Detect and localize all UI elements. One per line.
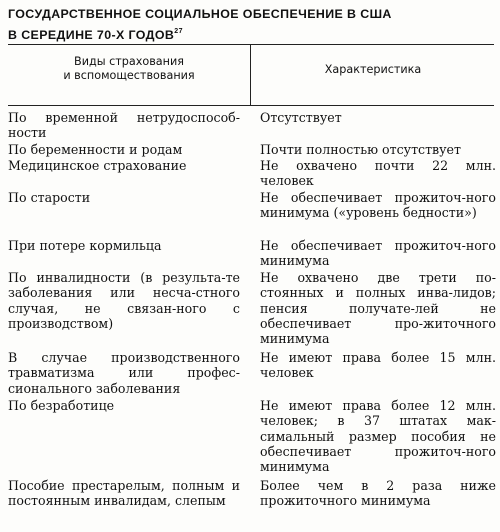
row-desc: Отсутствует: [260, 110, 342, 125]
row-desc: Более чем в 2 раза ниже прожиточного минимума: [260, 478, 496, 509]
footnote-ref: 27: [174, 28, 183, 35]
header-bottom-rule: [8, 105, 494, 106]
row-desc: Не обеспечивает прожиточ-ного минимума («уровень бедности»): [260, 190, 496, 221]
row-desc: Не имеют права более 15 млн. человек: [260, 350, 496, 381]
table-title: [8, 6, 496, 44]
row-type: Медицинское страхование: [8, 158, 187, 173]
row-type: По безработице: [8, 398, 115, 413]
header-col-characteristics: Характеристика: [324, 63, 422, 76]
row-type: При потере кормильца: [8, 238, 162, 253]
row-desc: Не имеют права более 12 млн. человек; в 37 штатах мак-симальный размер пособия не обеспечивает прожиточ-ного минимума: [260, 398, 496, 475]
row-type: Пособие престарелым, полным и постоянным инвалидам, слепым: [8, 478, 240, 509]
header-top-rule: [8, 44, 494, 45]
row-type: В случае производственного травматизма или профес-сионального заболевания: [8, 350, 240, 396]
row-type: По беременности и родам: [8, 142, 183, 157]
row-desc: Не охвачено почти 22 млн. человек: [260, 158, 496, 189]
row-type: По старости: [8, 190, 91, 205]
row-type: По инвалидности (в результа-те заболевания или несча-стного случая, не связан-ного с производством): [8, 270, 240, 331]
header-column-divider: [250, 45, 251, 105]
row-desc: Почти полностью отсутствует: [260, 142, 461, 157]
row-desc: Не охвачено две трети по-стоянных и полных инва-лидов; пенсия получате-лей не обеспечивает про-житочного минимума: [260, 270, 496, 347]
header-col-types: Виды страхования и вспомоществования: [63, 55, 195, 82]
row-desc: Не обеспечивает прожиточ-ного минимума: [260, 238, 496, 269]
row-type: По временной нетрудоспособ-ности: [8, 110, 240, 141]
title-line-1: ГОСУДАРСТВЕННОЕ СОЦИАЛЬНОЕ ОБЕСПЕЧЕНИЕ В США: [8, 7, 392, 21]
title-line-2: В СЕРЕДИНЕ 70-Х ГОДОВ$^{27}$: [8, 28, 183, 42]
